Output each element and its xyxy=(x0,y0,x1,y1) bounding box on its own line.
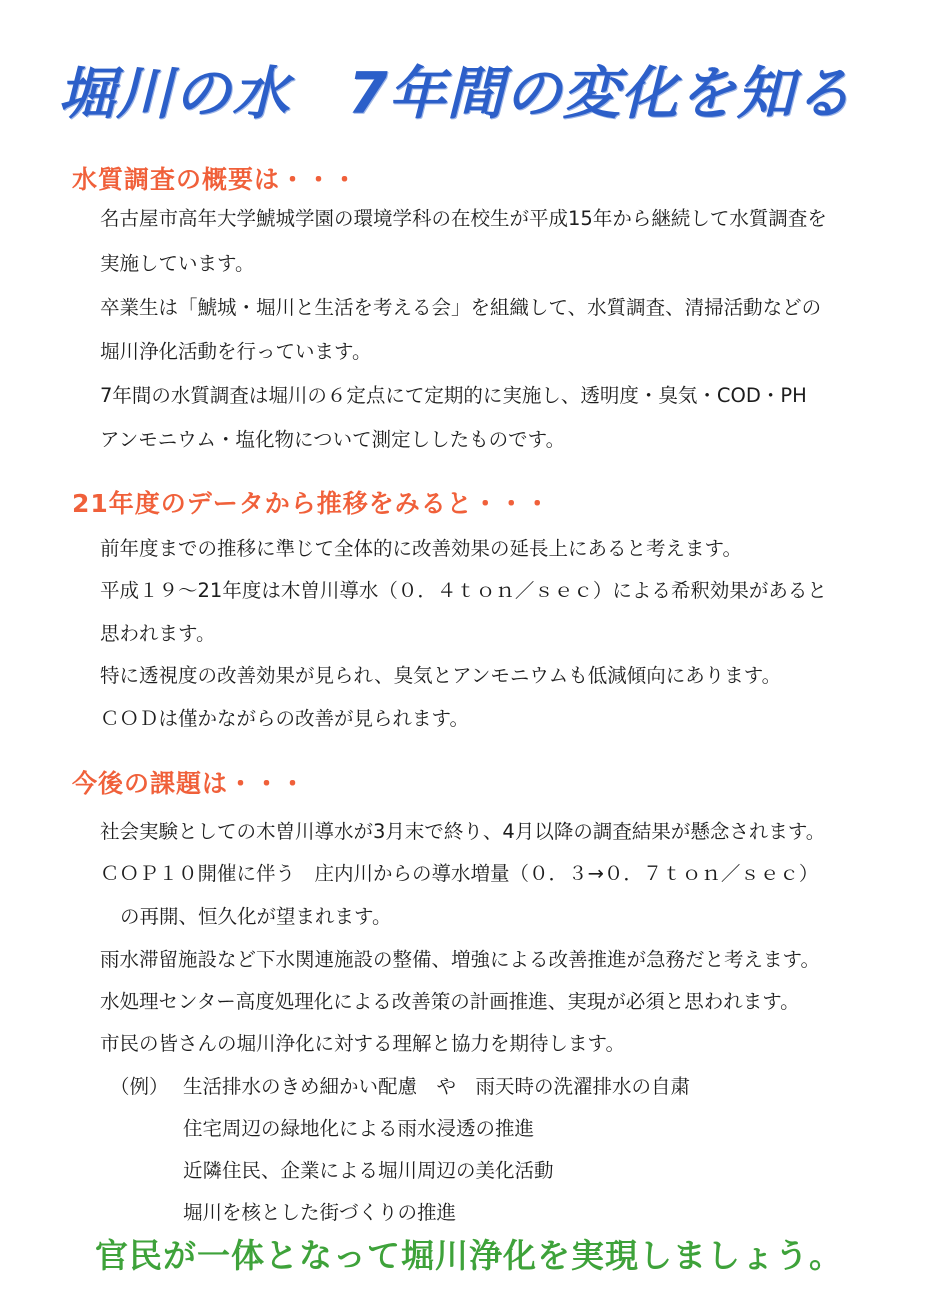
paragraph-line: 特に透視度の改善効果が見られ、臭気とアンモニウムも低減傾向にあります。 xyxy=(100,664,782,687)
paragraph-line: ＣＯＤは僅かながらの改善が見られます。 xyxy=(100,707,469,730)
section-heading-future-issues: 今後の課題は・・・ xyxy=(72,769,307,798)
section-heading-overview: 水質調査の概要は・・・ xyxy=(72,165,359,194)
section-heading-trend: 21年度のデータから推移をみると・・・ xyxy=(72,489,551,518)
paragraph-line: 平成１９～21年度は木曽川導水（０．４ｔｏｎ／ｓｅｃ）による希釈効果があると xyxy=(100,579,827,602)
example-item: 近隣住民、企業による堀川周辺の美化活動 xyxy=(183,1159,554,1182)
example-item: 生活排水のきめ細かい配慮 や 雨天時の洗濯排水の自粛 xyxy=(183,1075,691,1098)
example-item: 住宅周辺の緑地化による雨水浸透の推進 xyxy=(183,1117,535,1140)
paragraph-line: 卒業生は「鯱城・堀川と生活を考える会」を組織して、水質調査、清掃活動などの xyxy=(100,296,822,319)
paragraph-line: 7年間の水質調査は堀川の６定点にて定期的に実施し、透明度・臭気・COD・PH xyxy=(100,384,807,407)
paragraph-line: 社会実験としての木曽川導水が3月末で終り、4月以降の調査結果が懸念されます。 xyxy=(100,820,826,843)
paragraph-line: アンモニウム・塩化物について測定ししたものです。 xyxy=(100,428,566,451)
paragraph-line: 実施しています。 xyxy=(100,252,255,275)
closing-slogan: 官民が一体となって堀川浄化を実現しましょう。 xyxy=(95,1236,843,1275)
paragraph-line: 堀川浄化活動を行っています。 xyxy=(100,340,372,363)
paragraph-line: 市民の皆さんの堀川浄化に対する理解と協力を期待します。 xyxy=(100,1032,625,1055)
page-title: 堀川の水 7年間の変化を知る xyxy=(58,61,853,127)
example-label: （例） xyxy=(110,1075,169,1098)
paragraph-line: 水処理センター高度処理化による改善策の計画推進、実現が必須と思われます。 xyxy=(100,990,800,1013)
paragraph-line: ＣＯＰ１０開催に伴う 庄内川からの導水増量（０．３→０．７ｔｏｎ／ｓｅｃ） xyxy=(100,862,819,885)
paragraph-line: 思われます。 xyxy=(100,622,216,645)
paragraph-line: の再開、恒久化が望まれます。 xyxy=(120,905,392,928)
paragraph-line: 雨水滞留施設など下水関連施設の整備、増強による改善推進が急務だと考えます。 xyxy=(100,948,820,971)
paragraph-line: 前年度までの推移に準じて全体的に改善効果の延長上にあると考えます。 xyxy=(100,537,742,560)
paragraph-line: 名古屋市高年大学鯱城学園の環境学科の在校生が平成15年から継続して水質調査を xyxy=(100,207,827,230)
example-item: 堀川を核とした街づくりの推進 xyxy=(183,1201,457,1224)
